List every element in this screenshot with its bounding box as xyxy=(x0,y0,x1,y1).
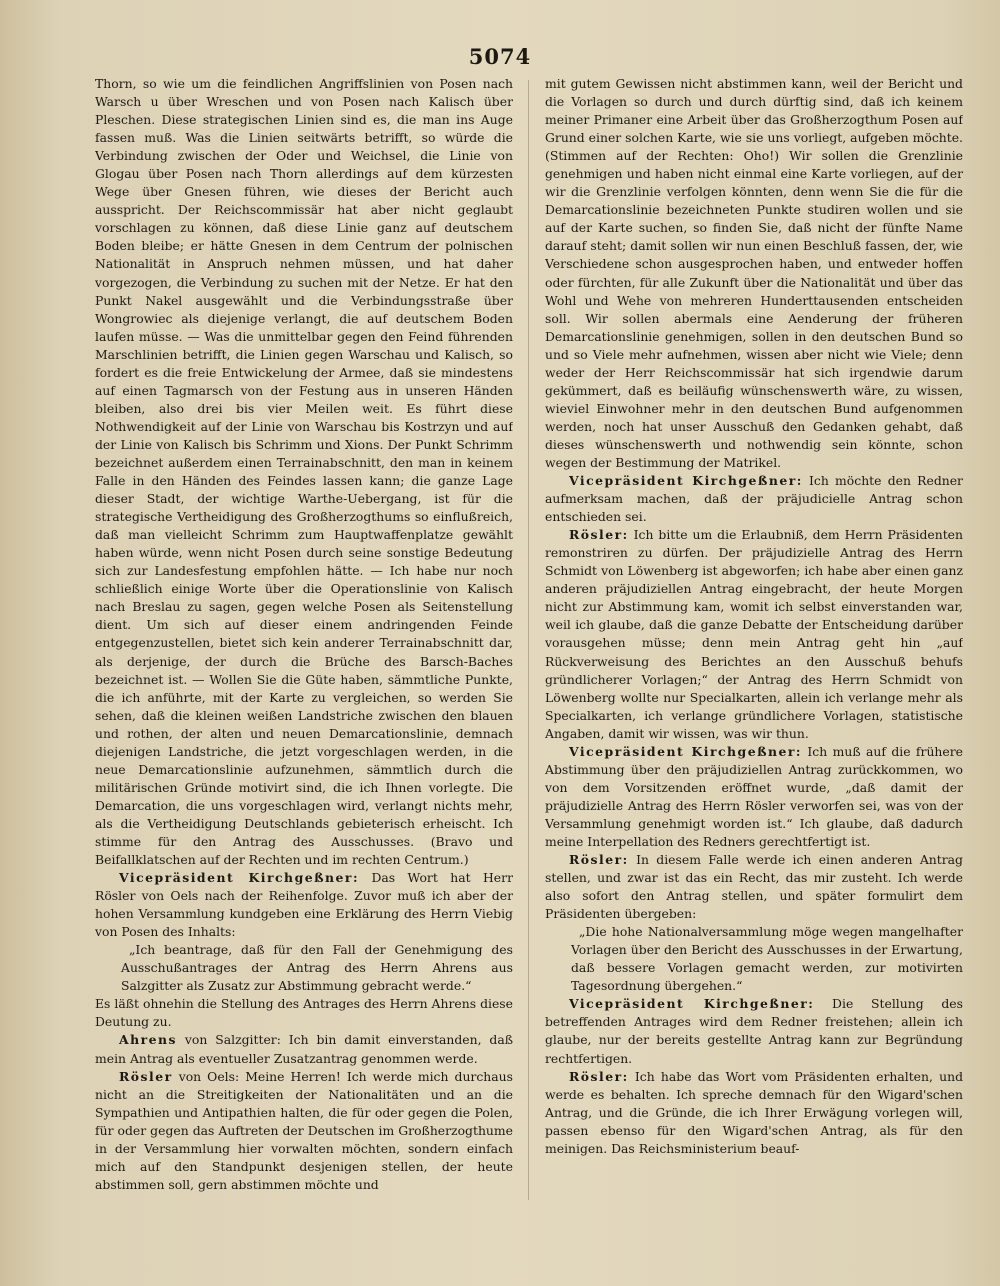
speaker-name: Vicepräsident Kirchgeßner: xyxy=(569,473,803,489)
body-paragraph: mit gutem Gewissen nicht abstimmen kann, weil der Bericht und die Vorlagen so durch und durch dürftig sind, daß ich keinem meiner Primaner eine Arbeit über das Großherzogthum Posen auf Grund einer solchen Karte, wie sie uns vorliegt, aufgeben möchte. (Stimmen auf der Rechten: Oho!) Wir sollen die Grenzlinie genehmigen und haben nicht einmal eine Karte vorliegen, auf der wir die Grenzlinie verfolgen könnten, denn wenn Sie die für die Demarcationslinie bezeichneten Punkte studiren wollen und sie auf der Karte suchen, so finden Sie, daß nicht der fünfte Name darauf steht; damit sollen wir nun einen Beschluß fassen, der, wie Verschiedene schon ausgesprochen haben, und entweder hoffen oder fürchten, für alle Zukunft über die Nationalität und über das Wohl und Wehe von mehreren Hunderttausenden entscheiden soll. Wir sollen abermals eine Aenderung der früheren Demarcationslinie genehmigen, sollen in den deutschen Bund so und so Viele mehr aufnehmen, wissen aber nicht wie Viele; denn weder der Herr Reichscommissär hat sich irgendwie darum gekümmert, daß es beiläufig wünschenswerth wäre, zu wissen, wieviel Einwohner mehr in den deutschen Bund aufgenommen werden, noch hat unser Ausschuß den Gedanken gehabt, daß dieses wünschenswerth und nothwendig sein könnte, schon wegen der Bestimmung der Matrikel. xyxy=(545,76,963,470)
speech-text: In diesem Falle werde ich einen anderen Antrag stellen, und zwar ist das ein Recht, das mir zusteht. Ich werde also sofort den Antrag stellen, und später formulirt dem Präsidenten übergeben: xyxy=(545,852,963,922)
speech-paragraph xyxy=(95,1031,513,1067)
speaker-name: Rösler: xyxy=(569,1068,629,1084)
speech-text: Ich habe das Wort vom Präsidenten erhalten, und werde es behalten. Ich spreche demnach für den Wigard'schen Antrag, und die Gründe, die ich Ihrer Erwägung vorlegen will, passen ebenso für den Wigard'schen Antrag, als für den meinigen. Das Reichsministerium beauf- xyxy=(545,1068,963,1156)
speech-paragraph xyxy=(545,1068,963,1158)
speech-text: von Salzgitter: Ich bin damit einverstanden, daß mein Antrag als eventueller Zusatzantrag genommen werde. xyxy=(95,1032,513,1066)
speech-text: Ich muß auf die frühere Abstimmung über den präjudiziellen Antrag zurückkommen, wo von dem Vorsitzenden eröffnet wurde, „daß damit der präjudizielle Antrag des Herrn Rösler verworfen sei, was von der Versammlung genehmigt worden ist.“ Ich glaube, daß dadurch meine Interpellation des Redners gerechtfertigt ist. xyxy=(545,743,963,849)
column-divider xyxy=(528,80,529,1200)
speech-paragraph xyxy=(545,743,963,851)
speech-text: Ich bitte um die Erlaubniß, dem Herrn Präsidenten remonstriren zu dürfen. Der präjudizielle Antrag des Herrn Schmidt von Löwenberg ist abgeworfen; ich habe aber einen ganz anderen präjudiziellen Antrag eingebracht, der heute Morgen nicht zur Abstimmung kam, womit ich selbst einverstanden war, weil ich glaube, daß die ganze Debatte der Entscheidung darüber vorausgehen müsse; denn mein Antrag geht hin „auf Rückverweisung des Berichtes an den Ausschuß behufs gründlicherer Vorlagen;“ der Antrag des Herrn Schmidt von Löwenberg wollte nur Specialkarten, allein ich verlange mehr als Specialkarten, ich verlange gründlichere Vorlagen, statistische Angaben, damit wir wissen, was wir thun. xyxy=(545,527,963,741)
speech-text: Ich möchte den Redner aufmerksam machen, daß der präjudicielle Antrag schon entschieden sei. xyxy=(545,473,963,525)
speech-paragraph xyxy=(545,472,963,526)
left-column xyxy=(95,75,513,1205)
speech-paragraph xyxy=(95,1068,513,1194)
quoted-motion: „Die hohe Nationalversammlung möge wegen mangelhafter Vorlagen über den Bericht des Ausschusses in der Erwartung, daß bessere Vorlagen gemacht werden, zur motivirten Tagesordnung übergehen.“ xyxy=(571,924,963,994)
page-number: 5074 xyxy=(468,44,532,69)
speech-text: Das Wort hat Herr Rösler von Oels nach der Reihenfolge. Zuvor muß ich aber der hohen Versammlung kundgeben eine Erklärung des Herrn Viebig von Posen des Inhalts: xyxy=(95,870,513,940)
speech-paragraph xyxy=(545,851,963,923)
speech-paragraph xyxy=(545,995,963,1067)
quoted-motion: „Ich beantrage, daß für den Fall der Genehmigung des Ausschußantrages der Antrag des Herrn Ahrens aus Salzgitter als Zusatz zur Abstimmung gebracht werde.“ xyxy=(121,942,513,994)
speech-text: Die Stellung des betreffenden Antrages wird dem Redner freistehen; allein ich glaube, nur der bereits gestellte Antrag kann zur Begründung rechtfertigen. xyxy=(545,996,963,1066)
body-paragraph: Es läßt ohnehin die Stellung des Antrages des Herrn Ahrens diese Deutung zu. xyxy=(95,996,513,1030)
speech-paragraph xyxy=(545,526,963,743)
speech-paragraph xyxy=(95,869,513,941)
speech-text: von Oels: Meine Herren! Ich werde mich durchaus nicht an die Streitigkeiten der Nationalitäten und an die Sympathien und Antipathien halten, die für oder gegen die Polen, für oder gegen das Auftreten der Deutschen im Großherzogthume in der Versammlung hier vorwalten möchten, sondern einfach mich auf den Standpunkt desjenigen stellen, der heute abstimmen soll, gern abstimmen möchte und xyxy=(95,1068,513,1192)
right-column xyxy=(545,75,963,1205)
speaker-name: Ahrens xyxy=(119,1032,178,1048)
speaker-name: Rösler xyxy=(119,1068,173,1084)
speaker-name: Vicepräsident Kirchgeßner: xyxy=(119,870,360,886)
speaker-name: Vicepräsident Kirchgeßner: xyxy=(569,996,815,1012)
body-paragraph: Thorn, so wie um die feindlichen Angriffslinien von Posen nach Warsch u über Wreschen und von Posen nach Kalisch über Pleschen. Diese strategischen Linien sind es, die man ins Auge fassen muß. Was die Linien seitwärts betrifft, so würde die Verbindung zwischen der Oder und Weichsel, die Linie von Glogau über Posen nach Thorn allerdings auf dem kürzesten Wege über Gnesen führen, wie dieses der Bericht auch ausspricht. Der Reichscommissär hat aber nicht geglaubt vorschlagen zu können, daß diese Linie ganz auf deutschem Boden bleibe; er hätte Gnesen in dem Centrum der polnischen Nationalität in Anspruch nehmen müssen, und hat daher vorgezogen, die Verbindung zu suchen mit der Netze. Er hat den Punkt Nakel ausgewählt und die Verbindungsstraße über Wongrowiec als diejenige verlangt, die auf deutschem Boden laufen müsse. — Was die unmittelbar gegen den Feind führenden Marschlinien betrifft, die Linien gegen Warschau und Kalisch, so fordert es die freie Entwickelung der Armee, daß sie mindestens auf einen Tagmarsch von der Festung aus in unseren Händen bleiben, also drei bis vier Meilen weit. Es führt diese Nothwendigkeit auf der Linie von Warschau bis Kostrzyn und auf der Linie von Kalisch bis Schrimm und Xions. Der Punkt Schrimm bezeichnet außerdem einen Terrainabschnitt, den man in keinem Falle in den Händen des Feindes lassen kann; die ganze Lage dieser Stadt, der wichtige Warthe-Uebergang, ist für die strategische Vertheidigung des Großherzogthums so einflußreich, daß man vielleicht Schrimm zum Hauptwaffenplatze gewählt haben würde, wenn nicht Posen durch seine sonstige Bedeutung sich zur Landesfestung empfohlen hätte. — Ich habe nur noch schließlich einige Worte über die Operationslinie von Kalisch nach Breslau zu sagen, gegen welche Posen als Seitenstellung dient. Um sich auf dieser einem andringenden Feinde entgegenzustellen, bietet sich kein anderer Terrainabschnitt dar, als derjenige, der durch die Brüche des Barsch-Baches bezeichnet ist. — Wollen Sie die Güte haben, sämmtliche Punkte, die ich anführte, mit der Karte zu vergleichen, so werden Sie sehen, daß die kleinen weißen Landstriche zwischen den blauen und rothen, der alten und neuen Demarcationslinie, demnach diejenigen Landstriche, die jetzt vorgeschlagen werden, in die neue Demarcationslinie aufzunehmen, sämmtlich durch die militärischen Gründe motivirt sind, die ich Ihnen vorlegte. Die Demarcation, die uns vorgeschlagen wird, verlangt nichts mehr, als die Vertheidigung Deutschlands gebieterisch erheischt. Ich stimme für den Antrag des Ausschusses. (Bravo und Beifallklatschen auf der Rechten und im rechten Centrum.) xyxy=(95,76,513,868)
speaker-name: Rösler: xyxy=(569,527,629,543)
speaker-name: Rösler: xyxy=(569,852,629,868)
speaker-name: Vicepräsident Kirchgeßner: xyxy=(569,743,802,759)
